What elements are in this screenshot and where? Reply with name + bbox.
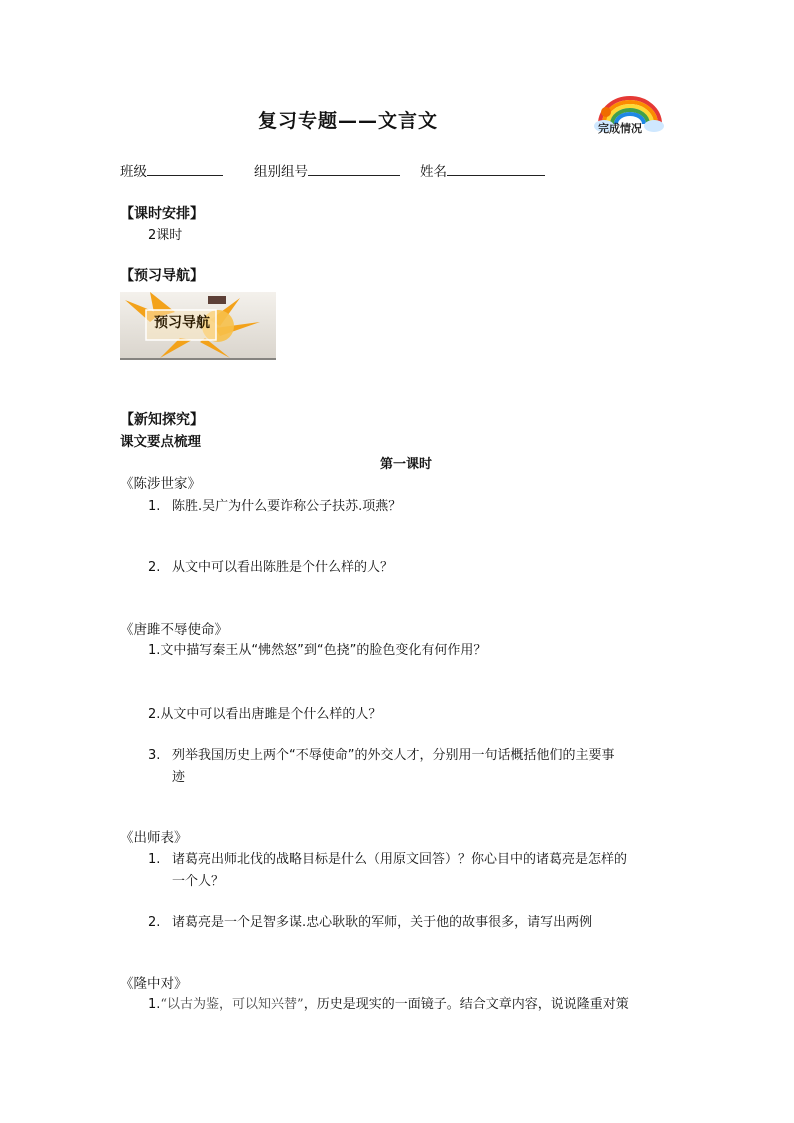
badge-label: 完成情况 (598, 122, 642, 135)
question-item: 1. 诸葛亮出师北伐的战略目标是什么（用原文回答）？你心目中的诸葛亮是怎样的 (148, 852, 628, 867)
name-field[interactable] (420, 160, 545, 180)
question-item: 2. 从文中可以看出陈胜是个什么样的人？ (148, 560, 394, 575)
text-title-chushibiao: 《出师表》 (120, 830, 188, 846)
schedule-value: 2课时 (148, 228, 183, 243)
class-label: 班级 (120, 164, 147, 180)
text-title-tangju: 《唐雎不辱使命》 (120, 622, 228, 638)
lesson-title: 第一课时 (380, 457, 433, 472)
name-blank[interactable] (447, 161, 545, 176)
preview-heading: 【预习导航】 (120, 268, 204, 284)
question-continuation: 迹 (172, 770, 186, 785)
text-title-chenshe: 《陈涉世家》 (120, 476, 201, 492)
outline-heading: 课文要点梳理 (120, 434, 201, 450)
page-title: 复习专题——文言文 (258, 110, 439, 132)
preview-banner-label: 预习导航 (154, 315, 210, 331)
question-item: 1.“以古为鉴，可以知兴替”，历史是现实的一面镜子。结合文章内容，说说隆重对策 (148, 997, 629, 1012)
question-item: 2. 诸葛亮是一个足智多谋.忠心耿耿的军师，关于他的故事很多，请写出两例 (148, 915, 593, 930)
new-knowledge-heading: 【新知探究】 (120, 412, 204, 428)
preview-banner-image (120, 292, 276, 360)
completion-badge (590, 94, 668, 140)
question-continuation: 一个人？ (172, 874, 225, 889)
question-item: 1. 陈胜.吴广为什么要诈称公子扶苏.项燕？ (148, 499, 402, 514)
group-field[interactable] (254, 160, 400, 180)
group-label: 组别组号 (254, 164, 308, 180)
question-item: 3. 列举我国历史上两个“不辱使命”的外交人才，分别用一句话概括他们的主要事 (148, 748, 615, 763)
question-item: 2.从文中可以看出唐雎是个什么样的人？ (148, 707, 382, 722)
name-label: 姓名 (420, 164, 447, 180)
group-blank[interactable] (308, 161, 400, 176)
class-field[interactable] (120, 160, 223, 180)
schedule-heading: 【课时安排】 (120, 206, 204, 222)
text-title-longzhongdui: 《隆中对》 (120, 976, 188, 992)
class-blank[interactable] (147, 161, 223, 176)
question-item: 1.文中描写秦王从“怫然怒”到“色挠”的脸色变化有何作用？ (148, 643, 487, 658)
